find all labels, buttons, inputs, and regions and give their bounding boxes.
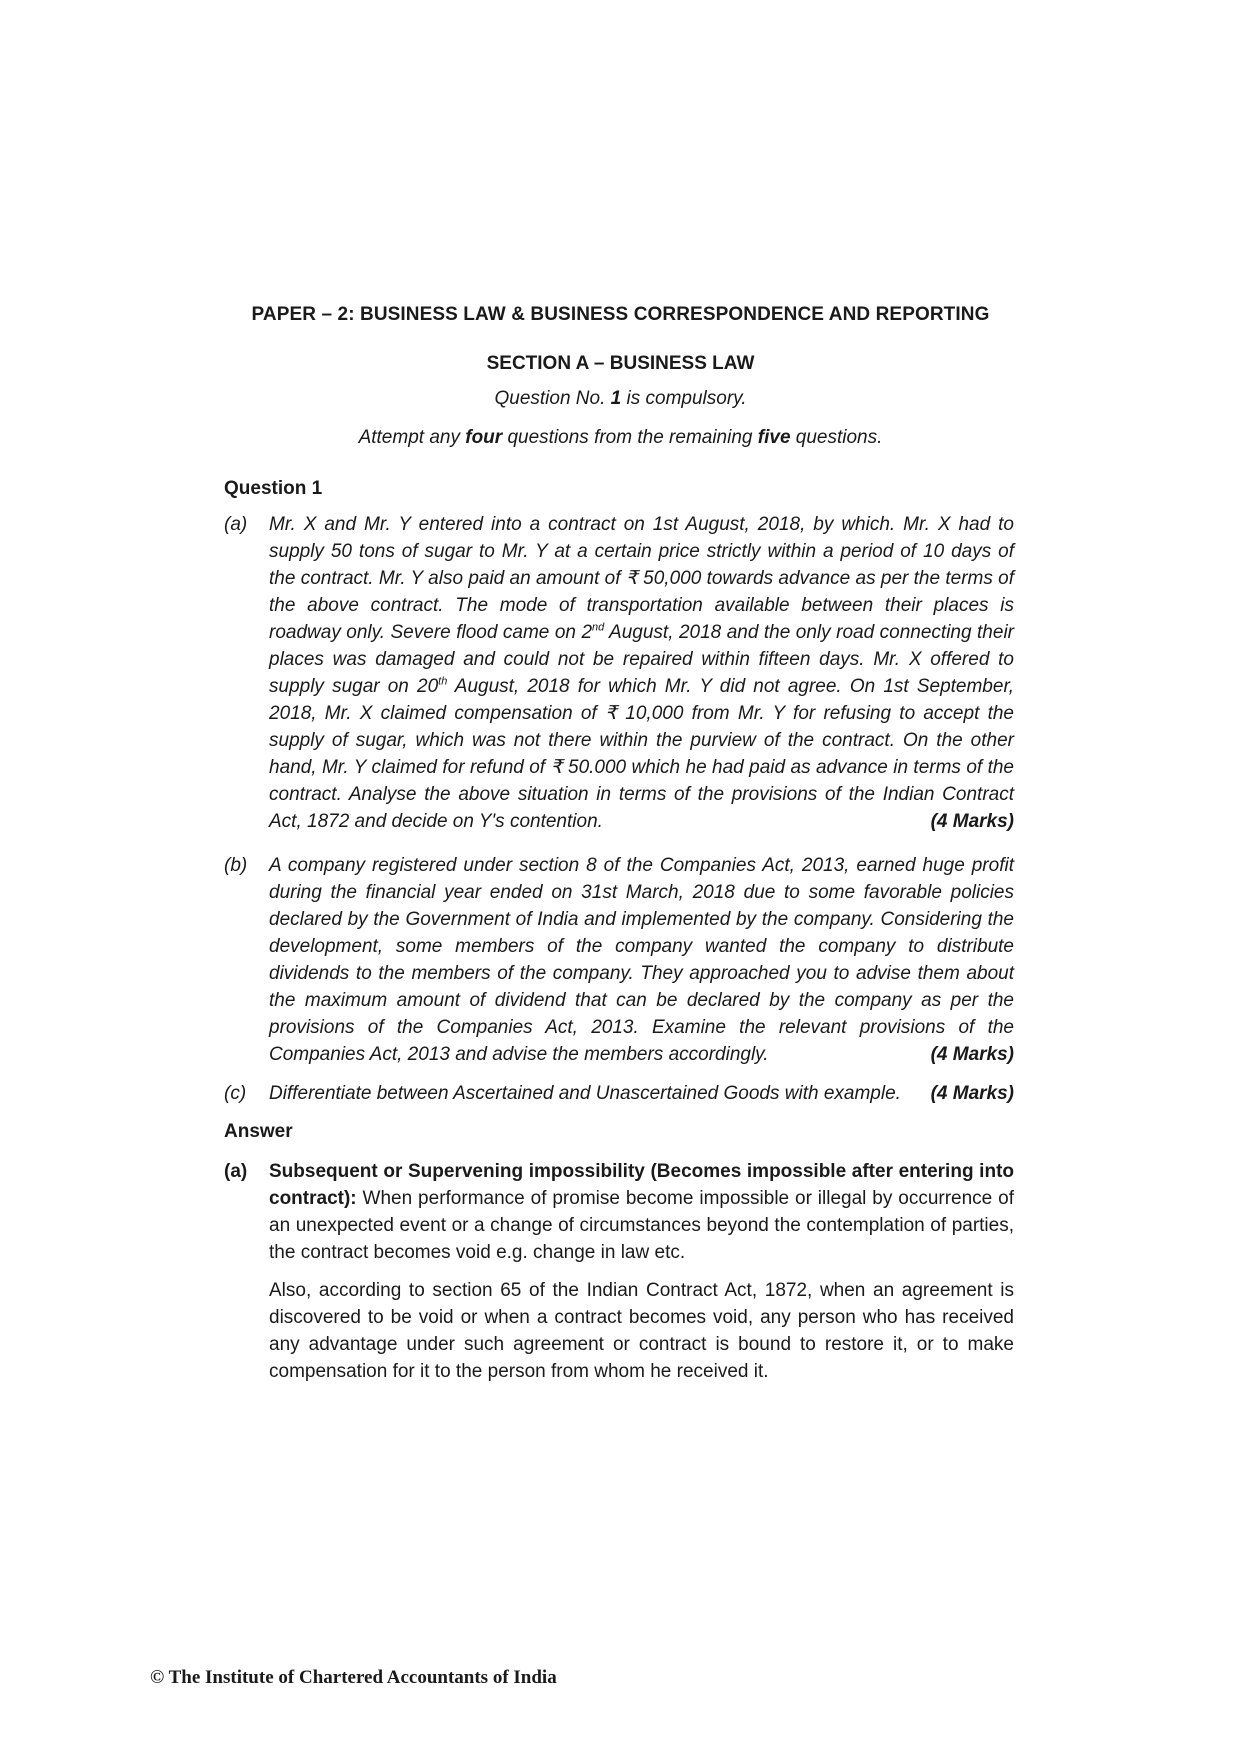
marks-badge: (4 Marks) <box>930 1083 1014 1104</box>
question-heading: Question 1 <box>224 478 323 499</box>
paper-title: PAPER – 2: BUSINESS LAW & BUSINESS CORRESPONDENCE AND REPORTING <box>251 304 990 325</box>
item-label: (b) <box>224 855 248 876</box>
question-text: Differentiate between Ascertained and Unascertained Goods with example. (4 Marks) <box>269 1080 1014 1107</box>
item-label: (c) <box>224 1083 247 1104</box>
answer-heading: Answer <box>224 1121 293 1142</box>
copyright-footer: © The Institute of Chartered Accountants of India <box>150 1667 557 1688</box>
question-item-a <box>224 511 1014 835</box>
question-text: A company registered under section 8 of the Companies Act, 2013, earned huge profit during the financial year ended on 31st March, 2018 due to some favorable policies declared by the Government of India and implemented by the company. Considering the development, some members of the company wanted the company to distribute dividends to the members of the company. They approached you to advise them about the maximum amount of dividend that can be declared by the company as per the provisions of the Companies Act, 2013. Examine the relevant provisions of the Companies Act, 2013 and advise the members accordingly. (4 Marks) <box>269 852 1014 1068</box>
answer-paragraph: Also, according to section 65 of the Indian Contract Act, 1872, when an agreement is discovered to be void or when a contract becomes void, any person who has received any advantage under such agreement or contract is bound to restore it, or to make compensation for it to the person from whom he received it. <box>269 1280 1014 1382</box>
marks-badge: (4 Marks) <box>930 811 1014 832</box>
item-label: (a) <box>224 514 248 535</box>
marks-badge: (4 Marks) <box>930 1044 1014 1065</box>
answer-text: Subsequent or Supervening impossibility (Becomes impossible after entering into contract): When performance of promise become impossible or illegal by occurrence of an unexpected event or a change of circumstances beyond the contemplation of parties, the contract becomes void e.g. change in law etc. <box>269 1161 1014 1263</box>
question-item-b <box>224 852 1014 1068</box>
item-label: (a) <box>224 1161 248 1182</box>
question-text: Mr. X and Mr. Y entered into a contract on 1st August, 2018, by which. Mr. X had to supply 50 tons of sugar to Mr. Y at a certain price strictly within a period of 10 days of the contract. Mr. Y also paid an amount of ₹ 50,000 towards advance as per the terms of the above contract. The mode of transportation available between their places is roadway only. Severe flood came on 2nd August, 2018 and the only road connecting their places was damaged and could not be repaired within fifteen days. Mr. X offered to supply sugar on 20th August, 2018 for which Mr. Y did not agree. On 1st September, 2018, Mr. X claimed compensation of ₹ 10,000 from Mr. Y for refusing to accept the supply of sugar, which was not there within the purview of the contract. On the other hand, Mr. Y claimed for refund of ₹ 50.000 which he had paid as advance in terms of the contract. Analyse the above situation in terms of the provisions of the Indian Contract Act, 1872 and decide on Y's contention. (4 Marks) <box>269 511 1014 835</box>
instruction-attempt: Attempt any four questions from the remaining five questions. <box>358 427 883 448</box>
answer-item-a <box>224 1158 1014 1266</box>
question-item-c <box>224 1080 1014 1107</box>
section-heading: SECTION A – BUSINESS LAW <box>486 353 755 374</box>
instruction-compulsory: Question No. 1 is compulsory. <box>494 388 747 409</box>
